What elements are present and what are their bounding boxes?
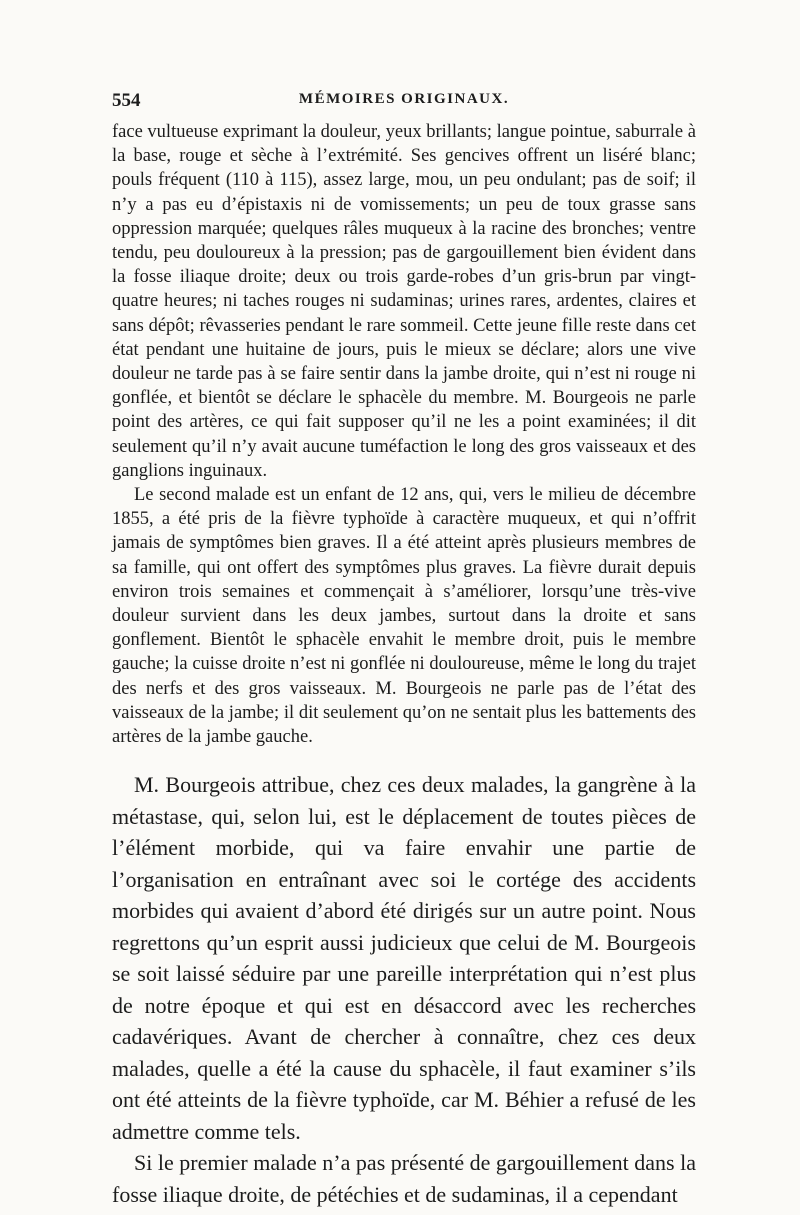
page [112, 90, 696, 1210]
small-print-block [112, 120, 696, 749]
paragraph-metastasis: M. Bourgeois attribue, chez ces deux malades, la gangrène à la métastase, qui, selon lui, est le déplacement de toutes pièces de l’élément morbide, qui va faire envahir une partie de l’organisation en entraînant avec soi le cortége des accidents morbides qui avaient d’abord été dirigés sur un autre point. Nous regrettons qu’un esprit aussi judicieux que celui de M. Bourgeois se soit laissé séduire par une pareille interprétation qui n’est plus de notre époque et qui est en désaccord avec les recherches cadavériques. Avant de chercher à connaître, chez ces deux malades, quelle a été la cause du sphacèle, il faut examiner s’ils ont été atteints de la fièvre typhoïde, car M. Béhier a refusé de les admettre comme tels. [112, 772, 696, 1144]
paragraph-continuation: face vultueuse exprimant la douleur, yeux brillants; langue pointue, saburrale à la base, rouge et sèche à l’extrémité. Ses gencives offrent un liséré blanc; pouls fréquent (110 à 115), assez large, mou, un peu ondulant; pas de soif; il n’y a pas eu d’épistaxis ni de vomissements; un peu de toux grasse sans oppression marquée; quelques râles muqueux à la racine des bronches; ventre tendu, peu douloureux à la pression; pas de gargouillement bien évident dans la fosse iliaque droite; deux ou trois garde-robes d’un gris-brun par vingt-quatre heures; ni taches rouges ni sudaminas; urines rares, ardentes, claires et sans dépôt; rêvasseries pendant le rare sommeil. Cette jeune fille reste dans cet état pendant une huitaine de jours, puis le mieux se déclare; alors une vive douleur ne tarde pas à se faire sentir dans la jambe droite, qui n’est ni rouge ni gonflée, et bientôt se déclare le sphacèle du membre. M. Bourgeois ne parle point des artères, ce qui fait supposer qu’il ne les a point examinées; il dit seulement qu’il n’y avait aucune tuméfaction le long des gros vaisseaux et des ganglions inguinaux. [112, 122, 696, 481]
paragraph-first-patient: Si le premier malade n’a pas présenté de gargouillement dans la fosse iliaque droite, de pétéchies et de sudaminas, il a cependant [112, 1150, 696, 1207]
paragraph-second-patient: Le second malade est un enfant de 12 ans, qui, vers le milieu de décembre 1855, a été pris de la fièvre typhoïde à caractère muqueux, et qui n’offrit jamais de symptômes bien graves. Il a été atteint après plusieurs membres de sa famille, qui ont offert des symptômes plus graves. La fièvre durait depuis environ trois semaines et commençait à s’améliorer, lorsqu’une très-vive douleur survient dans les deux jambes, surtout dans la droite et sans gonflement. Bientôt le sphacèle envahit le membre droit, puis le membre gauche; la cuisse droite n’est ni gonflée ni douloureuse, même le long du trajet des nerfs et des gros vaisseaux. M. Bourgeois ne parle pas de l’état des vaisseaux de la jambe; il dit seulement qu’on ne sentait plus les battements des artères de la jambe gauche. [112, 485, 696, 748]
running-head: MÉMOIRES ORIGINAUX. [298, 91, 510, 107]
page-header [112, 90, 696, 120]
large-print-block [112, 769, 696, 1210]
page-number: 554 [112, 90, 141, 111]
